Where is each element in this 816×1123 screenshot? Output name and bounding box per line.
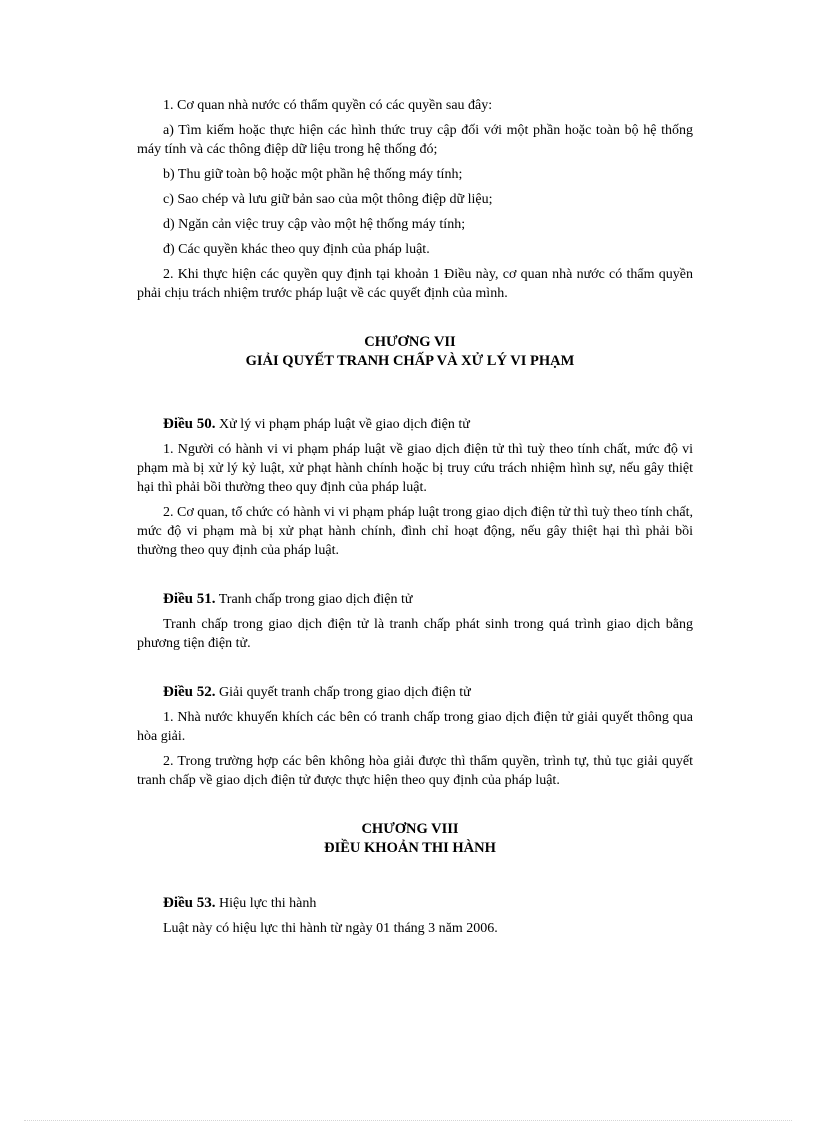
paragraph: đ) Các quyền khác theo quy định của pháp luật. bbox=[163, 242, 430, 257]
paragraph: a) Tìm kiếm hoặc thực hiện các hình thức truy cập đối với một phần hoặc toàn bộ hệ thống máy tính và các thông điệp dữ liệu trong hệ thống đó; bbox=[137, 123, 693, 157]
article-number: Điều 51. bbox=[163, 591, 216, 607]
chapter-8-heading bbox=[127, 820, 693, 858]
article-title: Xử lý vi phạm pháp luật về giao dịch điện tử bbox=[219, 417, 470, 432]
page-bottom-divider bbox=[24, 1120, 792, 1121]
article-50-heading bbox=[137, 415, 693, 434]
article-number: Điều 50. bbox=[163, 416, 216, 432]
paragraph: 2. Cơ quan, tổ chức có hành vi vi phạm pháp luật trong giao dịch điện tử thì tuỳ theo tính chất, mức độ vi phạm mà bị xử phạt hành chính, đình chỉ hoạt động, nếu gây thiệt hại thì phải bồi thường theo quy định của pháp luật. bbox=[137, 505, 693, 558]
article-52-heading bbox=[137, 683, 693, 702]
chapter-number: CHƯƠNG VII bbox=[364, 334, 456, 350]
article-title: Hiệu lực thi hành bbox=[219, 896, 317, 911]
article-53-heading bbox=[137, 894, 693, 913]
paragraph: 1. Nhà nước khuyến khích các bên có tranh chấp trong giao dịch điện tử giải quyết thông qua hòa giải. bbox=[137, 710, 693, 744]
article-51-heading bbox=[137, 590, 693, 609]
paragraph: d) Ngăn cản việc truy cập vào một hệ thống máy tính; bbox=[163, 217, 466, 232]
paragraph: 2. Trong trường hợp các bên không hòa giải được thì thẩm quyền, trình tự, thủ tục giải quyết tranh chấp về giao dịch điện tử được thực hiện theo quy định của pháp luật. bbox=[137, 754, 693, 788]
article-title: Giải quyết tranh chấp trong giao dịch điện tử bbox=[219, 685, 471, 700]
chapter-title: ĐIỀU KHOẢN THI HÀNH bbox=[324, 840, 496, 856]
article-number: Điều 53. bbox=[163, 895, 216, 911]
chapter-7-heading bbox=[127, 333, 693, 371]
article-title: Tranh chấp trong giao dịch điện tử bbox=[218, 592, 413, 607]
paragraph: c) Sao chép và lưu giữ bản sao của một thông điệp dữ liệu; bbox=[163, 192, 493, 207]
paragraph: 1. Cơ quan nhà nước có thẩm quyền có các quyền sau đây: bbox=[163, 98, 493, 113]
document-page bbox=[137, 96, 693, 944]
paragraph: Luật này có hiệu lực thi hành từ ngày 01 tháng 3 năm 2006. bbox=[163, 921, 498, 936]
paragraph: Tranh chấp trong giao dịch điện tử là tranh chấp phát sinh trong quá trình giao dịch bằng phương tiện điện tử. bbox=[137, 617, 693, 651]
chapter-title: GIẢI QUYẾT TRANH CHẤP VÀ XỬ LÝ VI PHẠM bbox=[245, 353, 575, 369]
paragraph: 1. Người có hành vi vi phạm pháp luật về giao dịch điện tử thì tuỳ theo tính chất, mức độ vi phạm mà bị xử lý kỷ luật, xử phạt hành chính hoặc bị truy cứu trách nhiệm hình sự, nếu gây thiệt hại thì phải bồi thường theo quy định của pháp luật. bbox=[137, 442, 693, 495]
article-number: Điều 52. bbox=[163, 684, 216, 700]
paragraph: b) Thu giữ toàn bộ hoặc một phần hệ thống máy tính; bbox=[163, 167, 463, 182]
chapter-number: CHƯƠNG VIII bbox=[361, 821, 459, 837]
paragraph: 2. Khi thực hiện các quyền quy định tại khoản 1 Điều này, cơ quan nhà nước có thẩm quyền phải chịu trách nhiệm trước pháp luật về các quyết định của mình. bbox=[137, 267, 693, 301]
